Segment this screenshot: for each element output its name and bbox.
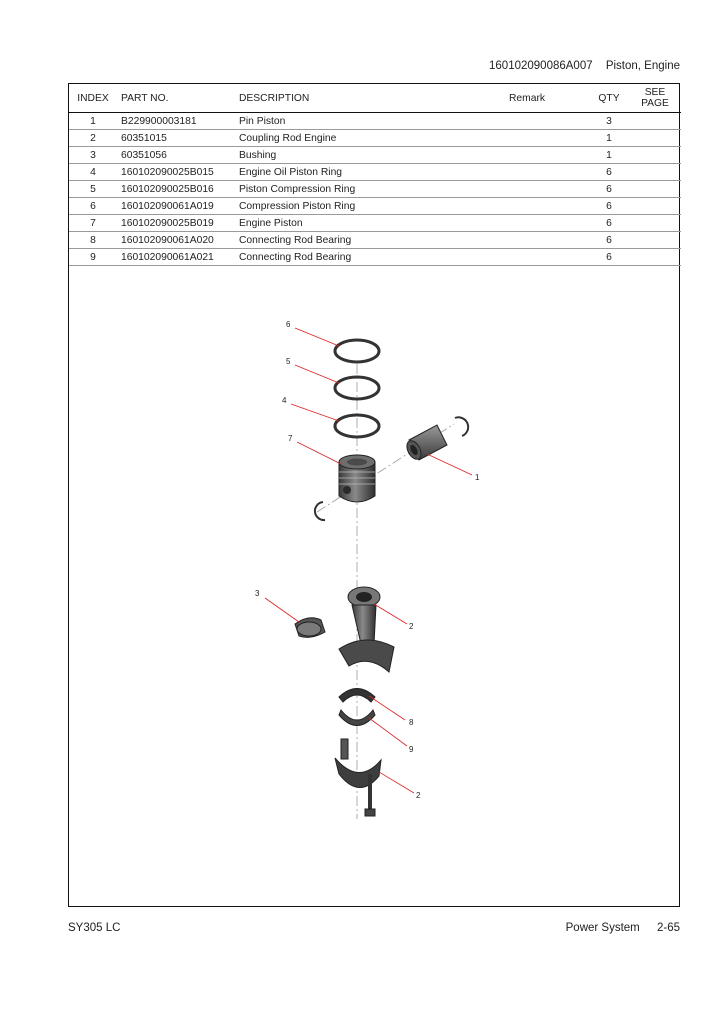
row-part-no: 160102090061A019 xyxy=(117,198,235,215)
piston xyxy=(339,455,375,502)
row-description: Connecting Rod Bearing xyxy=(235,232,505,249)
row-part-no: 160102090025B019 xyxy=(117,215,235,232)
col-index-header: INDEX xyxy=(69,84,117,113)
footer-section: Power System xyxy=(565,922,640,934)
row-part-no: 60351015 xyxy=(117,130,235,147)
bushing xyxy=(295,618,325,638)
row-description: Compression Piston Ring xyxy=(235,198,505,215)
snap-ring-left xyxy=(315,502,325,520)
row-qty: 1 xyxy=(589,147,629,164)
callout-label: 9 xyxy=(409,745,414,754)
row-qty: 6 xyxy=(589,198,629,215)
col-qty-header: QTY xyxy=(589,84,629,113)
row-qty: 6 xyxy=(589,164,629,181)
row-index: 9 xyxy=(69,249,117,266)
page-header xyxy=(489,60,680,72)
row-part-no: 160102090061A021 xyxy=(117,249,235,266)
row-index: 7 xyxy=(69,215,117,232)
exploded-parts-diagram xyxy=(69,84,681,908)
row-index: 3 xyxy=(69,147,117,164)
row-part-no: 160102090025B015 xyxy=(117,164,235,181)
row-index: 8 xyxy=(69,232,117,249)
row-qty: 6 xyxy=(589,249,629,266)
row-qty: 6 xyxy=(589,232,629,249)
footer-model: SY305 LC xyxy=(68,922,121,934)
callout-label: 3 xyxy=(255,589,260,598)
bearing-shell-upper xyxy=(339,689,375,703)
page-number: 2-65 xyxy=(656,922,680,934)
row-part-no: 160102090025B016 xyxy=(117,181,235,198)
row-qty: 6 xyxy=(589,215,629,232)
snap-ring-right xyxy=(455,417,468,436)
row-index: 6 xyxy=(69,198,117,215)
row-part-no: B229900003181 xyxy=(117,113,235,130)
parts-frame xyxy=(68,83,680,907)
page-footer xyxy=(566,922,680,934)
row-description: Piston Compression Ring xyxy=(235,181,505,198)
callout-label: 6 xyxy=(286,320,291,329)
col-description-header: DESCRIPTION xyxy=(235,84,505,113)
row-part-no: 160102090061A020 xyxy=(117,232,235,249)
row-description: Connecting Rod Bearing xyxy=(235,249,505,266)
callout-label: 5 xyxy=(286,357,291,366)
rod-cap xyxy=(335,739,381,788)
col-part-no-header: PART NO. xyxy=(117,84,235,113)
row-qty: 3 xyxy=(589,113,629,130)
piston-pin xyxy=(404,425,447,462)
row-description: Pin Piston xyxy=(235,113,505,130)
row-index: 4 xyxy=(69,164,117,181)
row-description: Engine Oil Piston Ring xyxy=(235,164,505,181)
ring-6 xyxy=(335,340,379,362)
row-description: Bushing xyxy=(235,147,505,164)
row-part-no: 60351056 xyxy=(117,147,235,164)
row-index: 2 xyxy=(69,130,117,147)
row-description: Coupling Rod Engine xyxy=(235,130,505,147)
col-remark-header: Remark xyxy=(505,84,589,113)
callout-label: 7 xyxy=(288,434,293,443)
col-see-page-header: SEE PAGE xyxy=(629,84,681,113)
row-qty: 6 xyxy=(589,181,629,198)
document-title: Piston, Engine xyxy=(605,60,680,72)
row-qty: 1 xyxy=(589,130,629,147)
callout-label: 4 xyxy=(282,396,287,405)
row-index: 1 xyxy=(69,113,117,130)
connecting-rod xyxy=(339,587,394,672)
callout-label: 8 xyxy=(409,718,414,727)
callout-label: 2 xyxy=(409,622,414,631)
document-code: 160102090086A007 xyxy=(489,60,593,72)
callout-label: 1 xyxy=(475,473,480,482)
callout-label: 2 xyxy=(416,791,421,800)
row-index: 5 xyxy=(69,181,117,198)
row-description: Engine Piston xyxy=(235,215,505,232)
